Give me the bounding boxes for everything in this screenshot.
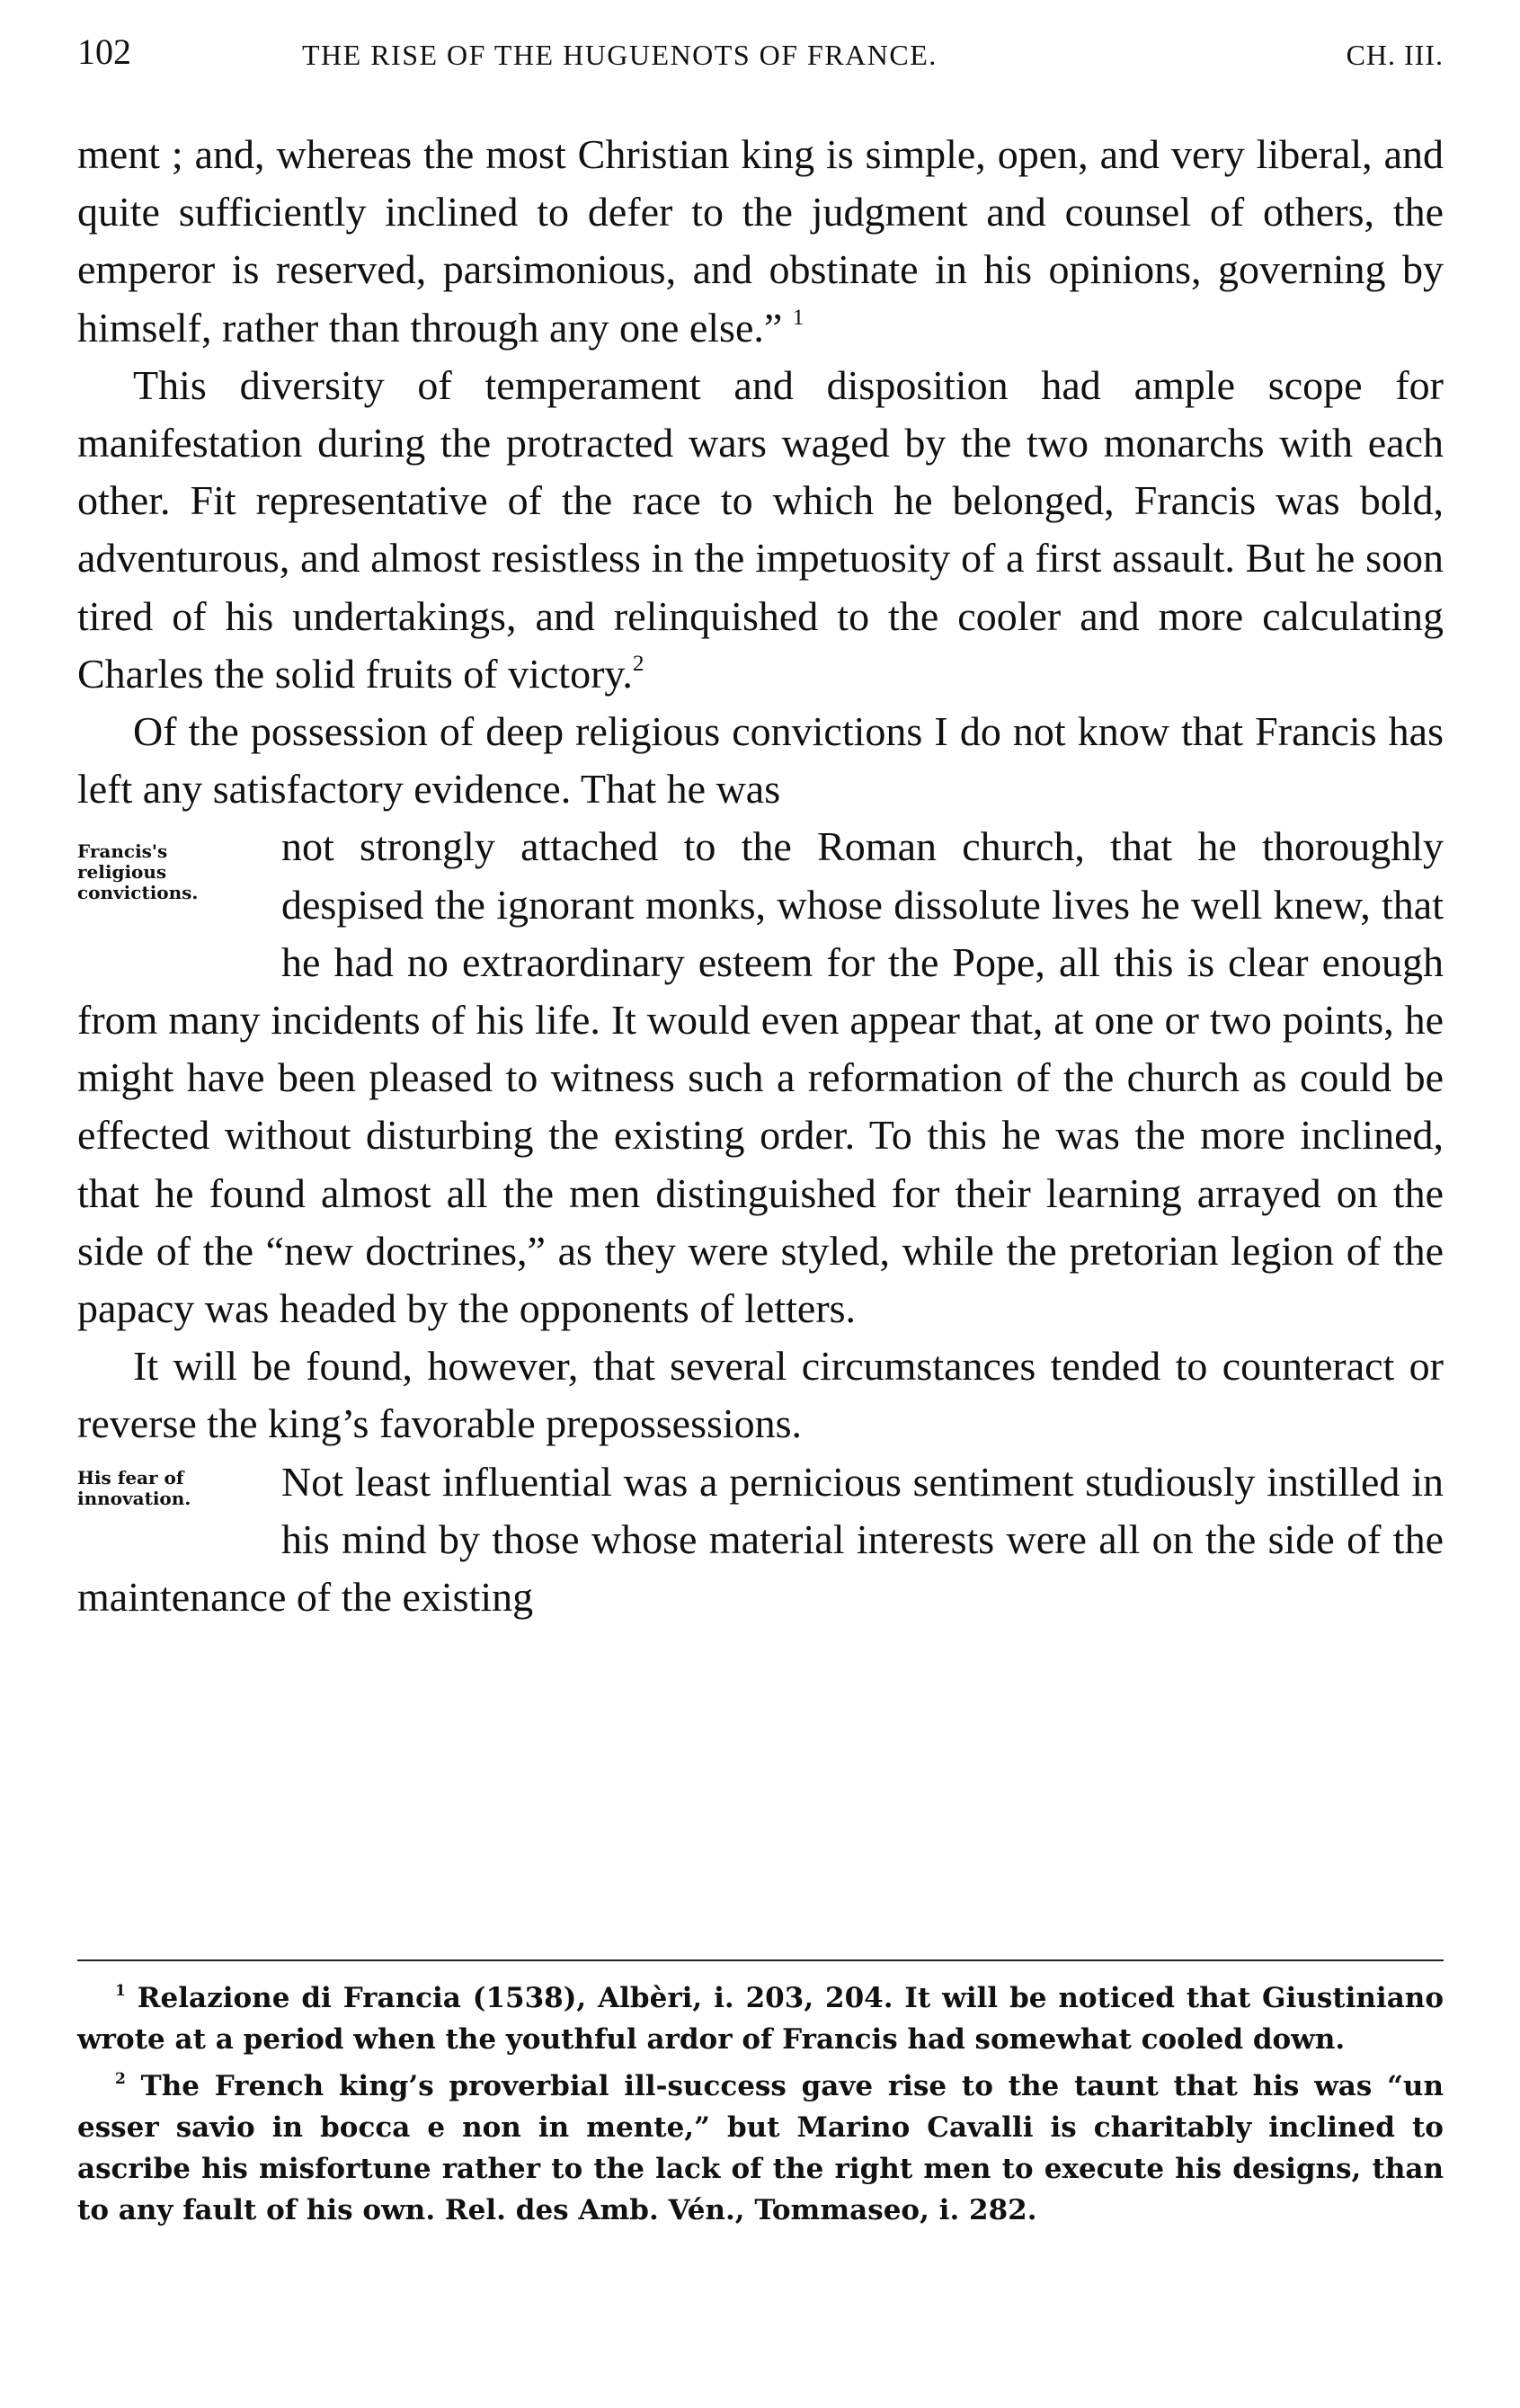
paragraph-2: This diversity of temperament and disposition had ample scope for manifestation during the protracted wars waged by the two monarchs with each other. Fit representative of the race to which he belonged, Francis was bold, adventurous, and almost resistless in the impetuosity of a first assault. But he soon tired of his undertakings, and relinquished to the cooler and more calculating Charles the solid fruits of victory.$^2$ xyxy=(77,361,1444,697)
paragraph-3-cont: Francis's religious convictions. not strongly attached to the Roman church, that he thoroughly despised the ignorant monks, whose dissolute lives he well knew, that he had no extraordinary esteem for the Pope, all this is clear enough from many incidents of his life. It would even appear that, at one or two points, he might have been pleased to witness such a reformation of the church as could be effected without disturbing the existing order. To this he was the more inclined, that he found almost all the men distinguished for their learning arrayed on the side of the “new doctrines,” as they were styled, while the pretorian legion of the papacy was headed by the opponents of letters. xyxy=(77,818,1444,1337)
footnote-divider xyxy=(77,1959,1444,1961)
paragraph-1: ment ; and, whereas the most Christian king is simple, open, and very liberal, and quite sufficiently inclined to defer to the judgment and counsel of others, the emperor is reserved, parsimonious, and obstinate in his opinions, governing by himself, rather than through any one else.” $^1$ xyxy=(77,131,1444,351)
running-title: THE RISE OF THE HUGUENOTS OF FRANCE. xyxy=(302,39,938,71)
side-note-fear-of-innovation: His fear of innovation. xyxy=(77,1466,191,1509)
footnotes xyxy=(77,1977,1444,2236)
footnote-ref-2: 2 xyxy=(632,650,644,676)
footnote-2: $^2$ The French king’s proverbial ill-success gave rise to the taunt that his was “un esser savio in bocca e non in mente,” but Marino Cavalli is charitably inclined to ascribe his misfortune rather to the lack of the right men to execute his designs, than to any fault of his own. Rel. des Amb. Vén., Tommaseo, i. 282. xyxy=(77,2070,1444,2226)
chapter-label: CH. III. xyxy=(1346,39,1444,71)
body-text xyxy=(77,126,1444,1626)
footnote-1: $^1$ Relazione di Francia (1538), Albèri, i. 203, 204. It will be noticed that Giustiniano wrote at a period when the youthful ardor of Francis had somewhat cooled down. xyxy=(77,1982,1444,2056)
paragraph-3: Of the possession of deep religious convictions I do not know that Francis has left any satisfactory evidence. That he was xyxy=(77,708,1444,813)
footnote-ref-1: 1 xyxy=(792,304,804,330)
page-number: 102 xyxy=(77,31,131,72)
side-note-religious-convictions: Francis's religious convictions. xyxy=(77,840,199,904)
paragraph-4: It will be found, however, that several circumstances tended to counteract or reverse the king’s favorable prepossessions. xyxy=(77,1343,1444,1447)
paragraph-4-cont: His fear of innovation. Not least influential was a pernicious sentiment studiously instilled in his mind by those whose material interests were all on the side of the maintenance of the existing xyxy=(77,1453,1444,1627)
running-header xyxy=(77,27,1444,81)
